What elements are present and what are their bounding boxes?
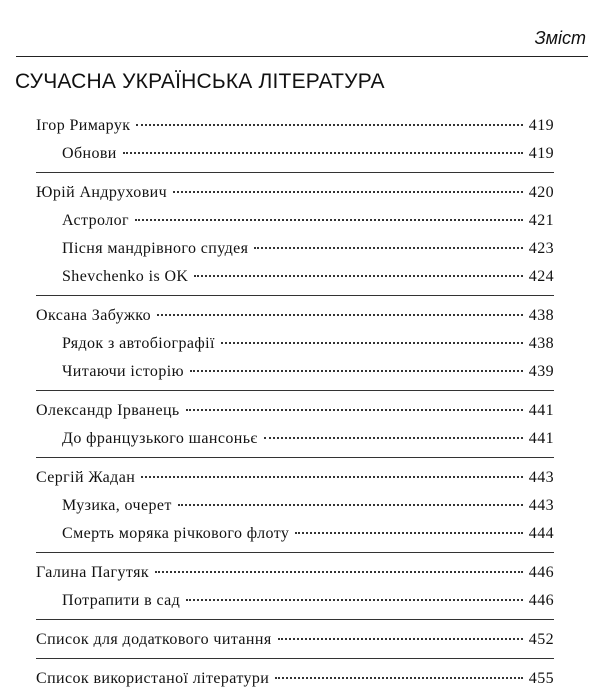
entry-title: Список для додаткового читання	[36, 631, 272, 648]
toc-author-entry[interactable]	[36, 302, 554, 330]
entry-title: Ігор Римарук	[36, 117, 131, 134]
dot-leader	[194, 275, 522, 277]
dot-leader	[186, 599, 523, 601]
page-number: 441	[528, 430, 554, 447]
toc-work-entry[interactable]	[36, 358, 554, 386]
page-number: 420	[528, 184, 554, 201]
toc-work-entry[interactable]	[36, 492, 554, 520]
toc-work-entry[interactable]	[36, 520, 554, 548]
dot-leader	[186, 409, 523, 411]
toc-work-entry[interactable]	[36, 140, 554, 168]
page-number: 419	[528, 117, 554, 134]
dot-leader	[141, 476, 523, 478]
page-number: 441	[528, 402, 554, 419]
entry-title: Обнови	[62, 145, 117, 162]
entry-title: Смерть моряка річкового флоту	[62, 525, 290, 542]
page-number: 438	[528, 335, 554, 352]
page-number: 446	[528, 592, 554, 609]
dot-leader	[135, 219, 523, 221]
toc-author-entry[interactable]	[36, 559, 554, 587]
entry-title: Юрій Андрухович	[36, 184, 168, 201]
entry-title: Читаючи історію	[62, 363, 184, 380]
dot-leader	[178, 504, 523, 506]
entry-title: До французького шансоньє	[62, 430, 258, 447]
entry-title: Оксана Забужко	[36, 307, 152, 324]
toc-work-entry[interactable]	[36, 330, 554, 358]
toc-author-entry[interactable]	[36, 464, 554, 492]
toc-work-entry[interactable]	[36, 207, 554, 235]
entry-title: Shevchenko is OK	[62, 268, 189, 285]
toc-author-entry[interactable]	[36, 397, 554, 425]
entry-title: Олександр Ірванець	[36, 402, 180, 419]
header-rule	[16, 56, 588, 57]
toc-author-entry[interactable]	[36, 112, 554, 140]
entry-title: Астролог	[62, 212, 129, 229]
toc-author-entry[interactable]	[36, 179, 554, 207]
dot-leader	[157, 314, 523, 316]
entry-title: Музика, очерет	[62, 497, 172, 514]
entry-title: Пісня мандрівного спудея	[62, 240, 249, 257]
toc-list-entry[interactable]	[36, 665, 554, 693]
toc-group	[36, 173, 554, 296]
toc-work-entry[interactable]	[36, 425, 554, 453]
page-number: 443	[528, 497, 554, 514]
dot-leader	[254, 247, 522, 249]
page-number: 443	[528, 469, 554, 486]
dot-leader	[155, 571, 523, 573]
page-number: 455	[528, 670, 554, 687]
dot-leader	[123, 152, 523, 154]
dot-leader	[278, 638, 523, 640]
page-number: 452	[528, 631, 554, 648]
page-number: 439	[528, 363, 554, 380]
toc-group	[36, 659, 554, 697]
toc-group	[36, 106, 554, 173]
running-head: Зміст	[534, 28, 586, 48]
page-number: 444	[528, 525, 554, 542]
dot-leader	[221, 342, 523, 344]
entry-title: Рядок з автобіографії	[62, 335, 215, 352]
dot-leader	[190, 370, 523, 372]
entry-title: Галина Пагутяк	[36, 564, 150, 581]
toc-work-entry[interactable]	[36, 587, 554, 615]
toc-list-entry[interactable]	[36, 626, 554, 654]
toc-work-entry[interactable]	[36, 263, 554, 291]
page-number: 419	[528, 145, 554, 162]
page-number: 421	[528, 212, 554, 229]
toc-work-entry[interactable]	[36, 235, 554, 263]
dot-leader	[295, 532, 523, 534]
toc-group	[36, 553, 554, 620]
page-number: 424	[528, 268, 554, 285]
dot-leader	[173, 191, 523, 193]
toc-group	[36, 620, 554, 659]
table-of-contents	[36, 106, 554, 697]
section-title: СУЧАСНА УКРАЇНСЬКА ЛІТЕРАТУРА	[15, 70, 385, 93]
toc-group	[36, 458, 554, 553]
dot-leader	[136, 124, 522, 126]
toc-group	[36, 296, 554, 391]
entry-title: Список використаної літератури	[36, 670, 270, 687]
page-number: 446	[528, 564, 554, 581]
dot-leader	[275, 677, 523, 679]
page-number: 438	[528, 307, 554, 324]
dot-leader	[264, 437, 523, 439]
page-number: 423	[528, 240, 554, 257]
toc-group	[36, 391, 554, 458]
entry-title: Потрапити в сад	[62, 592, 181, 609]
entry-title: Сергій Жадан	[36, 469, 136, 486]
